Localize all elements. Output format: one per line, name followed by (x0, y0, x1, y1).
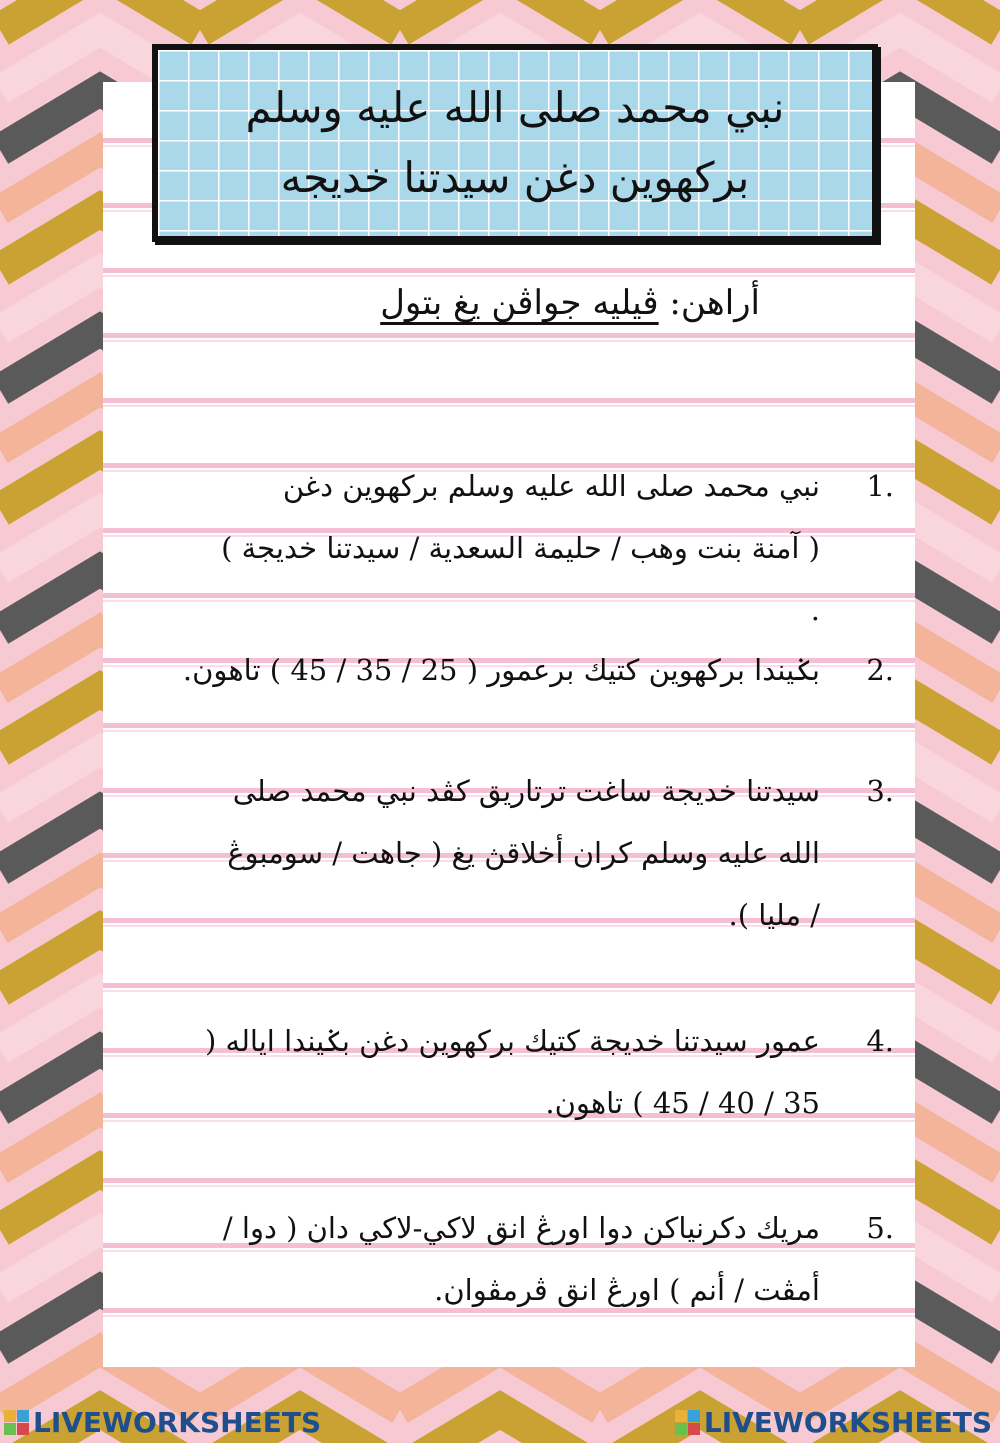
liveworksheets-logo-right (675, 1402, 992, 1442)
question-5[interactable] (110, 1197, 820, 1321)
question-3-line-3[interactable]: / مليا ). (728, 898, 820, 932)
question-number-4: 4. (866, 1024, 894, 1058)
question-1-line-3: . (810, 593, 820, 627)
question-1-line-2[interactable]: ( آمنة بنت وهب / حليمة السعدية / سيدتنا خديجة ) (221, 531, 820, 565)
question-4-line-1[interactable]: عمور سيدتنا خديجة كتيك بركهوين دغن بݢيندا اياله ( (204, 1024, 820, 1058)
worksheet-paper (103, 82, 915, 1367)
logo-text-right: LIVEWORKSHEETS (703, 1405, 992, 1439)
liveworksheets-icon (675, 1410, 700, 1435)
title-line-1: نبي محمد صلى الله عليه وسلم (245, 83, 785, 132)
logo-text-left: LIVEWORKSHEETS (33, 1405, 322, 1439)
question-4-line-2[interactable]: 35 / 40 / 45 ) تاهون. (545, 1086, 820, 1120)
instruction-text: ڤيليه جواڤن يغ بتول (380, 283, 659, 323)
question-4[interactable] (110, 1010, 820, 1134)
title-line-2: بركهوين دغن سيدتنا خديجه (280, 153, 750, 202)
question-2[interactable] (110, 639, 820, 701)
question-5-line-1[interactable]: مريك دكرنياكن دوا اورڠ انق لاكي-لاكي دان ( دوا / (222, 1211, 820, 1245)
instruction (380, 283, 760, 323)
question-1 (110, 455, 820, 641)
question-1-line-1: نبي محمد صلى الله عليه وسلم بركهوين دغن (282, 469, 820, 503)
question-2-line-1[interactable]: بݢيندا بركهوين كتيك برعمور ( 25 / 35 / 45 ) تاهون. (182, 653, 820, 687)
instruction-prefix: أراهن: (669, 283, 760, 323)
question-3-line-2[interactable]: الله عليه وسلم كران أخلاقڽ يغ ( جاهت / سومبوڠ (227, 836, 820, 870)
liveworksheets-icon (4, 1410, 29, 1435)
question-number-2: 2. (866, 653, 894, 687)
question-number-5: 5. (866, 1211, 894, 1245)
question-number-3: 3. (866, 774, 894, 808)
liveworksheets-logo-left (4, 1402, 321, 1442)
question-number-1: 1. (866, 469, 894, 503)
title-banner (152, 44, 878, 242)
question-5-line-2[interactable]: أمڤت / أنم ) اورڠ انق ڤرمڤوان. (434, 1273, 820, 1307)
question-3[interactable] (110, 760, 820, 946)
question-3-line-1: سيدتنا خديجة ساغت ترتاريق كڤد نبي محمد صلى (232, 774, 820, 808)
